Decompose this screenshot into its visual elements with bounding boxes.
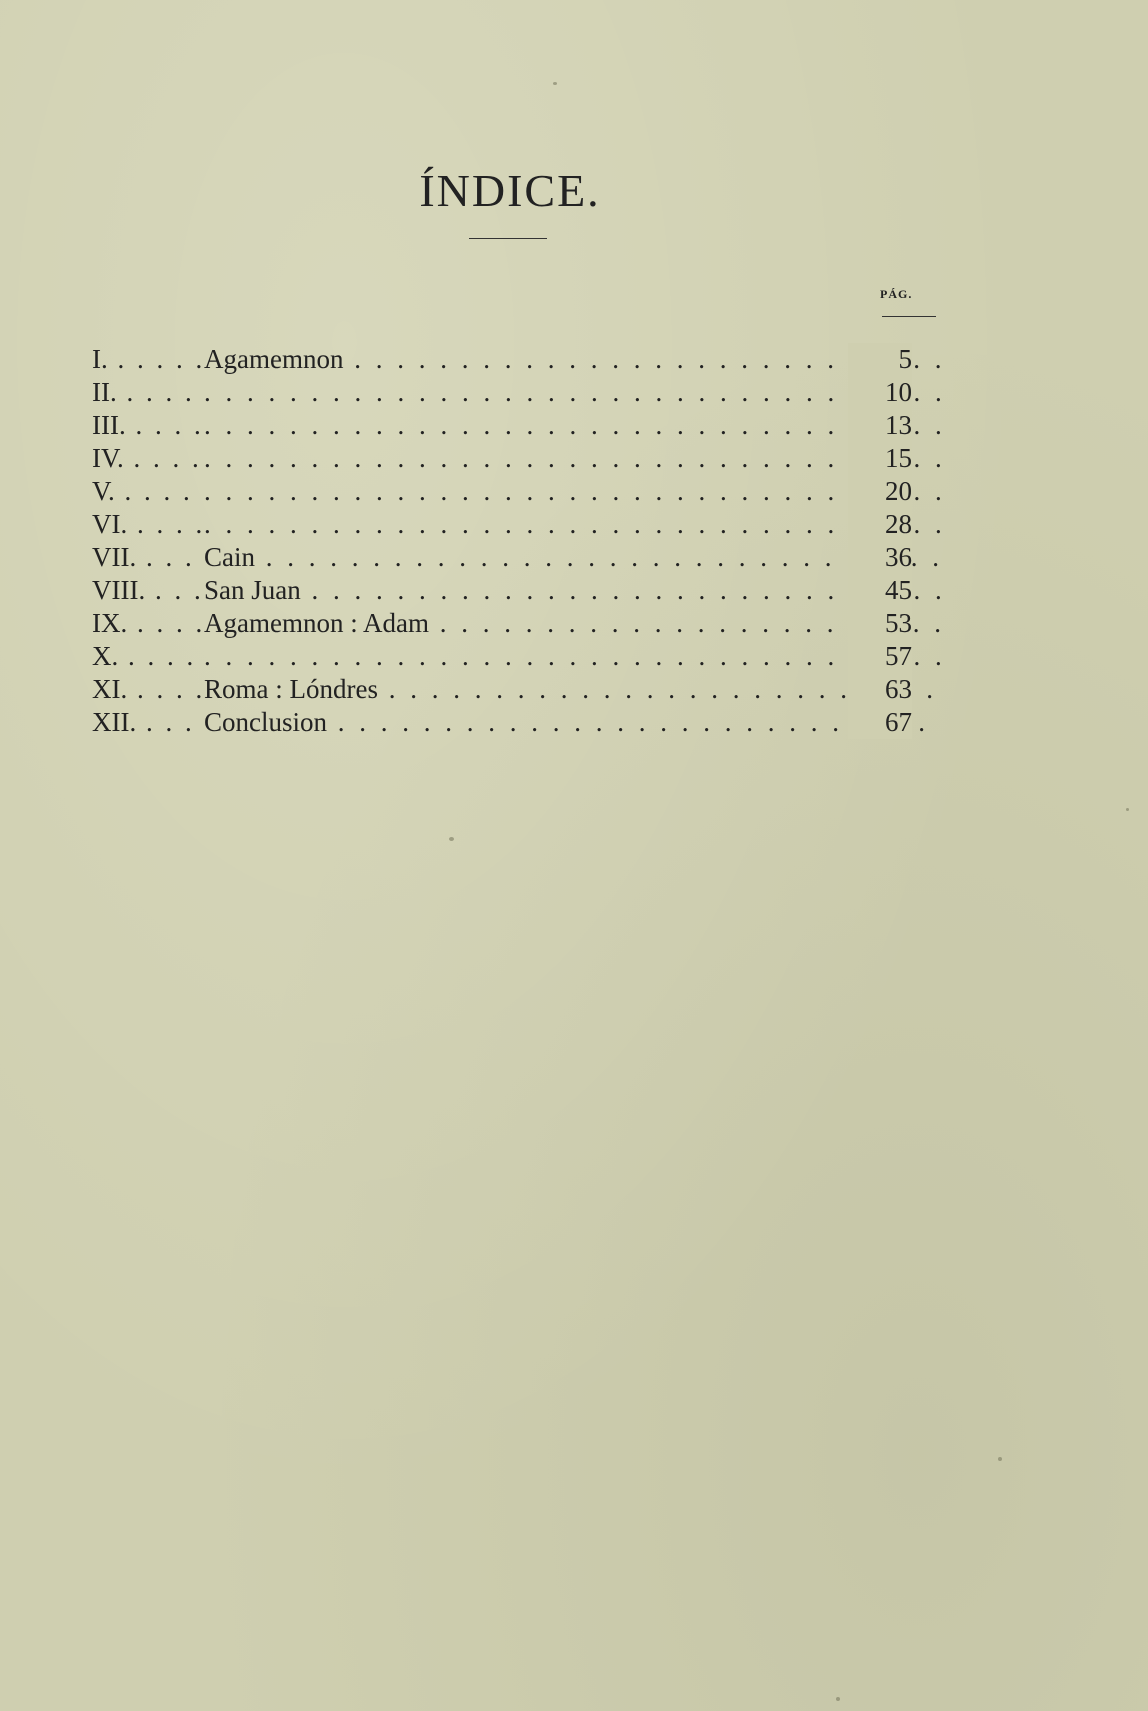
toc-entry (92, 640, 912, 673)
page-title: ÍNDICE. (419, 165, 601, 216)
table-of-contents (92, 343, 912, 739)
page-number: 13 (848, 409, 912, 442)
toc-entry-body (204, 673, 940, 706)
toc-entry (92, 607, 912, 640)
toc-entry-body (204, 640, 940, 673)
toc-entry (92, 376, 912, 409)
toc-entry (92, 475, 912, 508)
toc-entry-body (204, 508, 940, 541)
chapter-number: XI. . . . (92, 673, 202, 706)
chapter-title: Roma : Lóndres (204, 674, 378, 704)
paper-speck (1126, 808, 1129, 811)
toc-entry (92, 541, 912, 574)
chapter-title: San Juan (204, 575, 301, 605)
paper-speck (449, 837, 454, 841)
toc-entry (92, 409, 912, 442)
page-number: 5 (848, 343, 912, 376)
page-number: 10 (848, 376, 912, 409)
chapter-number: III. . . . (92, 409, 202, 442)
chapter-title: Agamemnon (204, 344, 344, 374)
chapter-number: IV. . . . (92, 442, 202, 475)
chapter-number: II. . . . (92, 376, 202, 409)
chapter-title: Cain (204, 542, 255, 572)
chapter-number: VI. . . . (92, 508, 202, 541)
paper-speck (553, 82, 557, 85)
toc-entry (92, 574, 912, 607)
toc-entry (92, 343, 912, 376)
toc-entry (92, 508, 912, 541)
toc-entry-body (204, 376, 940, 409)
page-column-header: PÁG. (880, 287, 913, 301)
page-number: 28 (848, 508, 912, 541)
page-number: 15 (848, 442, 912, 475)
toc-entry (92, 706, 912, 739)
chapter-number: V. . . . (92, 475, 202, 508)
toc-entry-body (204, 574, 940, 607)
toc-entry-body (204, 706, 940, 739)
page-number: 36 (848, 541, 912, 574)
title-rule (469, 238, 547, 239)
chapter-number: XII. . . . (92, 706, 202, 739)
page-number: 63 (848, 673, 912, 706)
page-column-rule (882, 316, 936, 317)
paper-speck (836, 1697, 840, 1701)
page-number: 53 (848, 607, 912, 640)
chapter-title: Conclusion (204, 707, 328, 737)
chapter-number: IX. . . . (92, 607, 202, 640)
page-number: 57 (848, 640, 912, 673)
toc-entry (92, 673, 912, 706)
page-number: 67 (848, 706, 912, 739)
chapter-number: X. . . . (92, 640, 202, 673)
toc-entry (92, 442, 912, 475)
page-number: 45 (848, 574, 912, 607)
chapter-number: VII. . . . (92, 541, 202, 574)
toc-entry-body (204, 607, 940, 640)
toc-entry-body (204, 475, 940, 508)
chapter-number: VIII. . . . (92, 574, 202, 607)
toc-entry-body (204, 343, 940, 376)
paper-speck (998, 1457, 1002, 1461)
page-number: 20 (848, 475, 912, 508)
chapter-title: Agamemnon : Adam (204, 608, 429, 638)
chapter-number: I. . . . (92, 343, 202, 376)
toc-entry-body (204, 541, 940, 574)
toc-entry-body (204, 442, 940, 475)
toc-entry-body (204, 409, 940, 442)
